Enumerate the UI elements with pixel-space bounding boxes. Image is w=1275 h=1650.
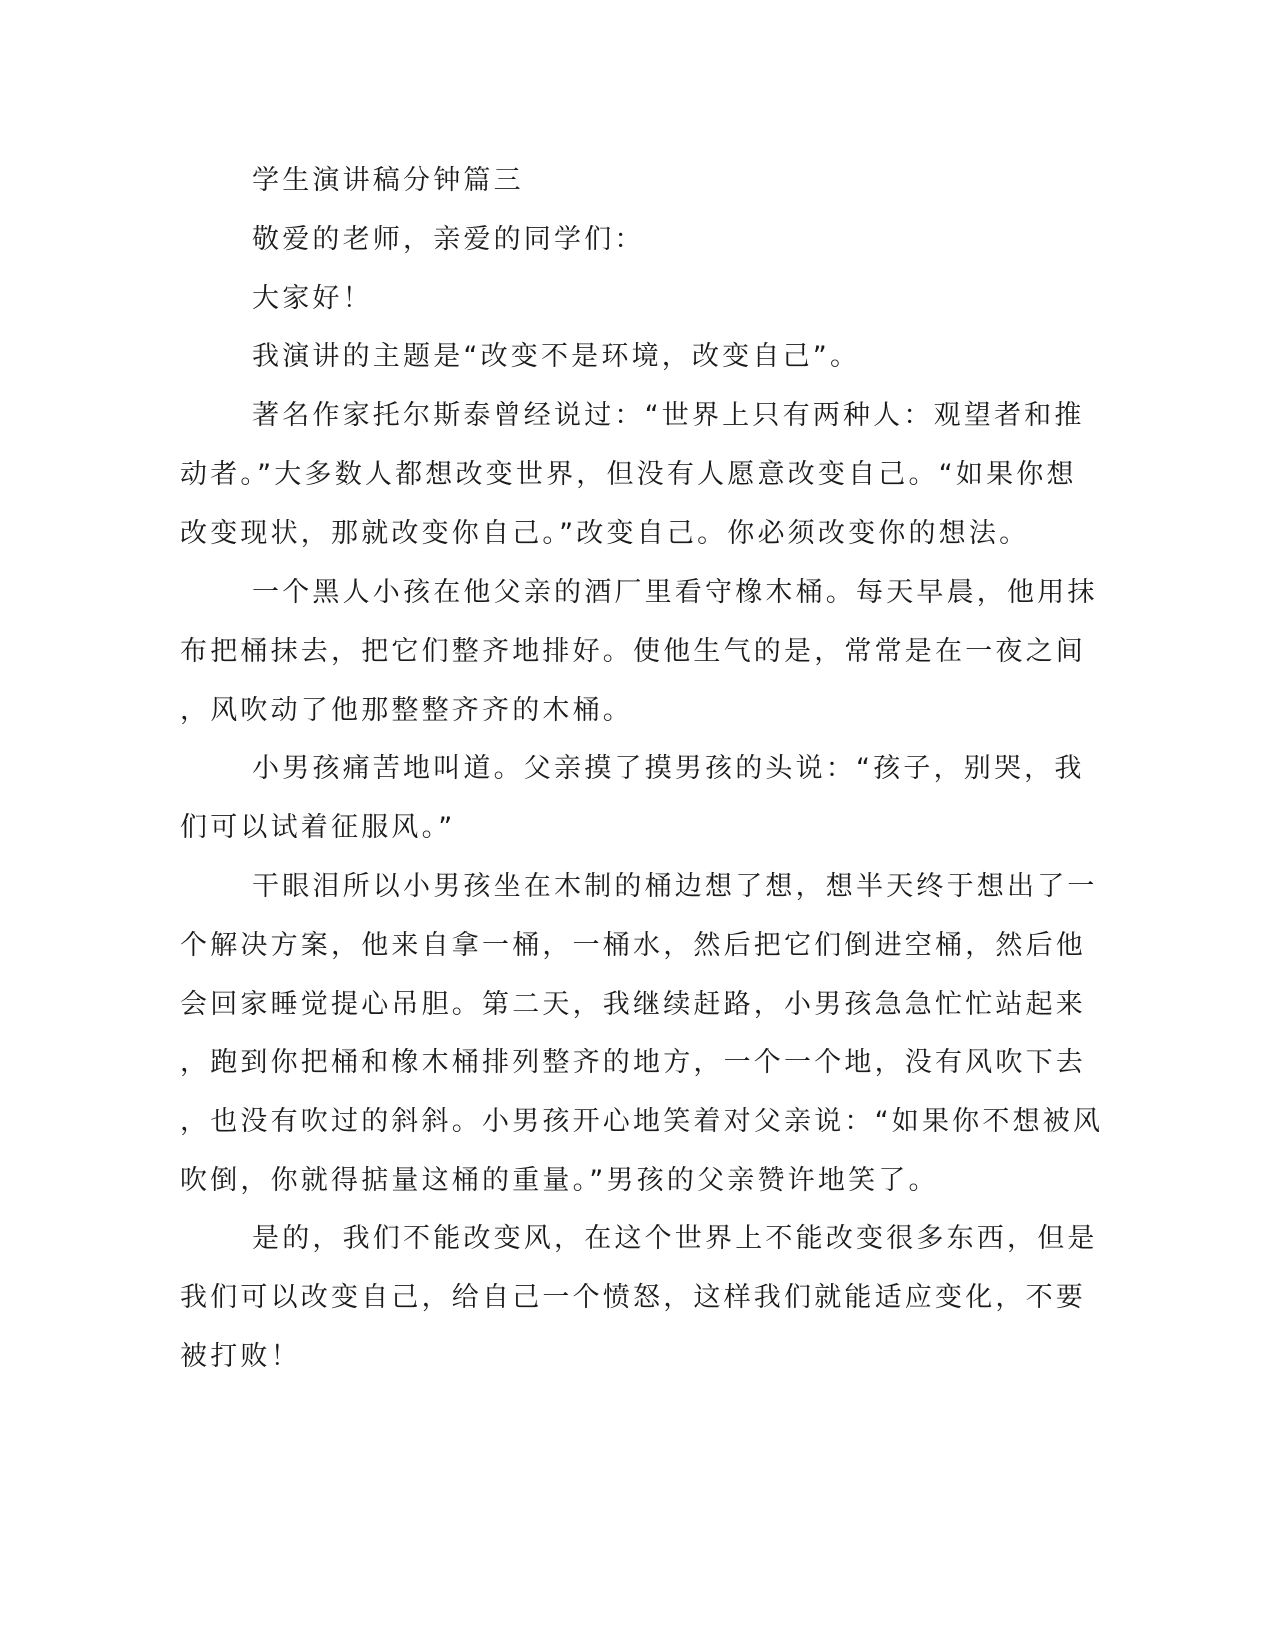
paragraph-line: 小男孩痛苦地叫道。父亲摸了摸男孩的头说：“孩子，别哭，我	[252, 753, 1085, 784]
paragraph-line: 干眼泪所以小男孩坐在木制的桶边想了想，想半天终于想出了一	[252, 871, 1098, 902]
greeting-line: 敬爱的老师，亲爱的同学们：	[252, 224, 645, 255]
paragraph-line: 一个黑人小孩在他父亲的酒厂里看守橡木桶。每天早晨，他用抹	[252, 577, 1098, 608]
paragraph-line: 著名作家托尔斯泰曾经说过：“世界上只有两种人：观望者和推	[252, 400, 1085, 431]
paragraph-solution	[180, 858, 1103, 1211]
paragraph-line: 会回家睡觉提心吊胆。第二天，我继续赶路，小男孩急急忙忙站起来	[180, 988, 1086, 1020]
paragraph-conclusion	[180, 1210, 1098, 1386]
paragraph-father-words	[180, 740, 1085, 858]
paragraph-line: 布把桶抹去，把它们整齐地排好。使他生气的是，常常是在一夜之间	[180, 635, 1086, 667]
document-title: 学生演讲稿分钟篇三	[252, 165, 524, 196]
paragraph-line: 们可以试着征服风。”	[180, 811, 456, 843]
paragraph-line: 改变现状，那就改变你自己。”改变自己。你必须改变你的想法。	[180, 517, 1030, 549]
paragraph-line: ，也没有吹过的斜斜。小男孩开心地笑着对父亲说：“如果你不想被风	[180, 1106, 1104, 1138]
paragraph-line: ，跑到你把桶和橡木桶排列整齐的地方，一个一个地，没有风吹下去	[180, 1047, 1086, 1079]
hello-line: 大家好！	[252, 283, 373, 314]
paragraph-line: 个解决方案，他来自拿一桶，一桶水，然后把它们倒进空桶，然后他	[180, 929, 1086, 961]
paragraph-line: ，风吹动了他那整整齐齐的木桶。	[180, 694, 633, 726]
paragraph-black-boy	[180, 564, 1098, 740]
paragraph-line: 动者。”大多数人都想改变世界，但没有人愿意改变自己。“如果你想	[180, 458, 1077, 490]
paragraph-line: 我们可以改变自己，给自己一个愤怒，这样我们就能适应变化，不要	[180, 1281, 1086, 1313]
paragraph-line: 被打败！	[180, 1340, 301, 1372]
paragraph-tolstoy	[180, 387, 1085, 563]
paragraph-line: 吹倒，你就得掂量这桶的重量。”男孩的父亲赞许地笑了。	[180, 1164, 939, 1196]
theme-line: 我演讲的主题是“改变不是环境，改变自己”。	[252, 341, 861, 372]
paragraph-line: 是的，我们不能改变风，在这个世界上不能改变很多东西，但是	[252, 1223, 1098, 1254]
